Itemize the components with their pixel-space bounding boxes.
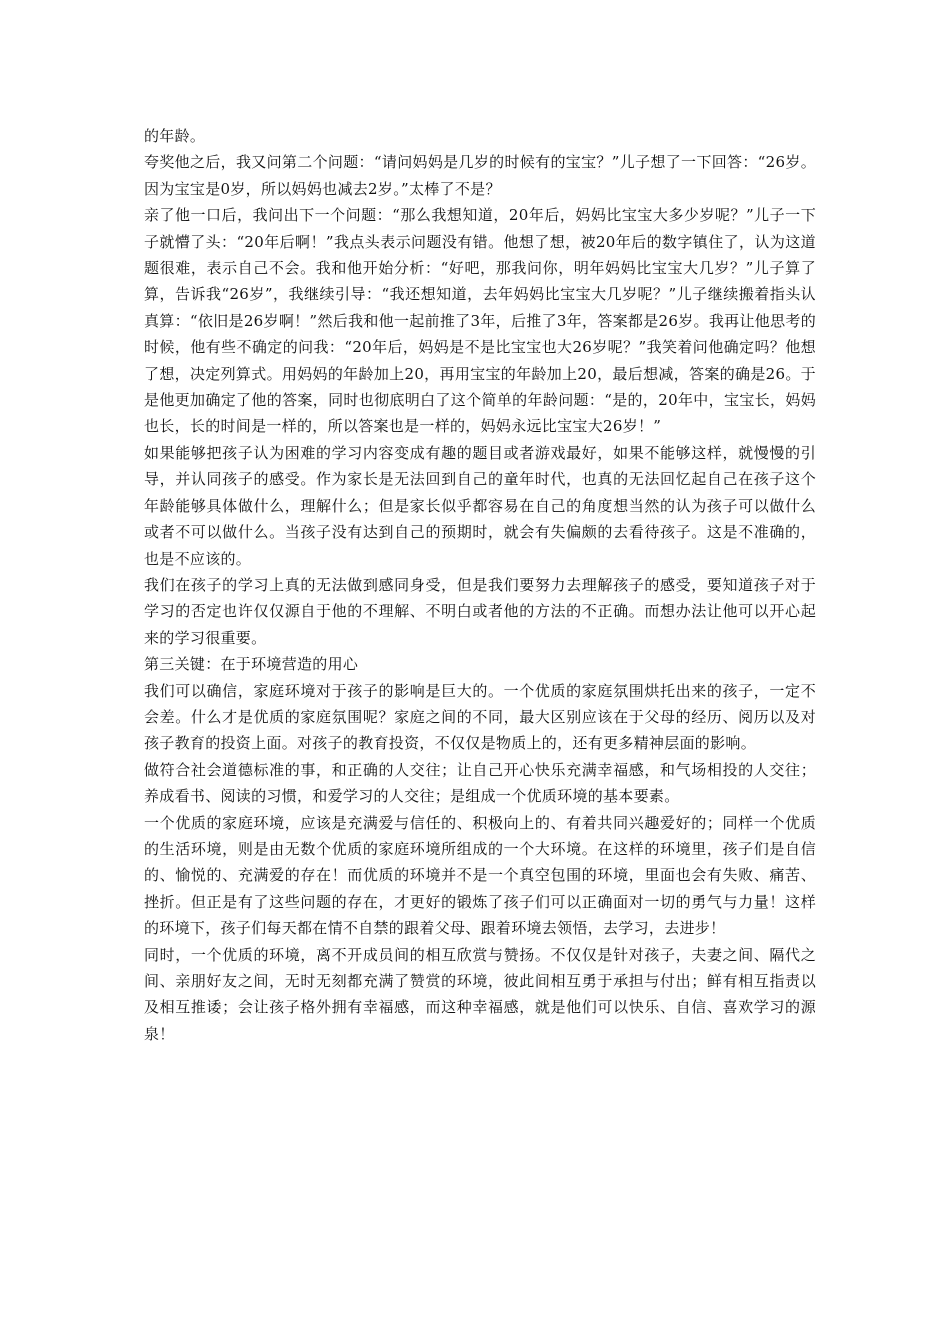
paragraph-understand-feelings: 我们在孩子的学习上真的无法做到感同身受，但是我们要努力去理解孩子的感受，要知道孩子对于学习的否定也许仅仅源自于他的不理解、不明白或者他的方法的不正确。而想办法让他可以开心起来的学习很重要。 (144, 575, 816, 647)
paragraph-twenty-years-question: 亲了他一口后，我问出下一个问题：“那么我想知道，20年后，妈妈比宝宝大多少岁呢？”儿子一下子就懵了头：“20年后啊！”我点头表示问题没有错。他想了想，被20年后的数字镇住了，认为这道题很难，表示自己不会。我和他开始分析：“好吧，那我问你，明年妈妈比宝宝大几岁？”儿子算了算，告诉我“26岁”，我继续引导：“我还想知道，去年妈妈比宝宝大几岁呢？”儿子继续搬着指头认真算：“依旧是26岁啊！”然后我和他一起前推了3年，后推了3年，答案都是26岁。我再让他思考的时候，他有些不确定的问我：“20年后，妈妈是不是比宝宝也大26岁呢？”我笑着问他确定吗？他想了想，决定列算式。用妈妈的年龄加上20，再用宝宝的年龄加上20，最后想减，答案的确是26。于是他更加确定了他的答案，同时也彻底明白了这个简单的年龄问题：“是的，20年中，宝宝长，妈妈也长，长的时间是一样的，所以答案也是一样的，妈妈永远比宝宝大26岁！” (144, 206, 816, 436)
paragraph-quality-environment: 一个优质的家庭环境，应该是充满爱与信任的、积极向上的、有着共同兴趣爱好的；同样一个优质的生活环境，则是由无数个优质的家庭环境所组成的一个大环境。在这样的环境里，孩子们是自信的、愉悦的、充满爱的存在！而优质的环境并不是一个真空包围的环境，里面也会有失败、痛苦、挫折。但正是有了这些问题的存在，才更好的锻炼了孩子们可以正确面对一切的勇气与力量！这样的环境下，孩子们每天都在情不自禁的跟着父母、跟着环境去领悟，去学习，去进步！ (144, 813, 816, 938)
document-body (144, 123, 816, 1047)
paragraph-mutual-appreciation: 同时，一个优质的环境，离不开成员间的相互欣赏与赞扬。不仅仅是针对孩子，夫妻之间、隔代之间、亲朋好友之间，无时无刻都充满了赞赏的环境，彼此间相互勇于承担与付出；鲜有相互指责以及相互推诿；会让孩子格外拥有幸福感，而这种幸福感，就是他们可以快乐、自信、喜欢学习的源泉！ (144, 945, 816, 1043)
paragraph-interesting-learning: 如果能够把孩子认为困难的学习内容变成有趣的题目或者游戏最好，如果不能够这样，就慢慢的引导，并认同孩子的感受。作为家长是无法回到自己的童年时代，也真的无法回忆起自己在孩子这个年龄能够具体做什么，理解什么；但是家长似乎都容易在自己的角度想当然的认为孩子可以做什么或者不可以做什么。当孩子没有达到自己的预期时，就会有失偏颇的去看待孩子。这是不准确的，也是不应该的。 (144, 443, 816, 568)
paragraph-family-environment: 我们可以确信，家庭环境对于孩子的影响是巨大的。一个优质的家庭氛围烘托出来的孩子，一定不会差。什么才是优质的家庭氛围呢？家庭之间的不同，最大区别应该在于父母的经历、阅历以及对孩子教育的投资上面。对孩子的教育投资，不仅仅是物质上的，还有更多精神层面的影响。 (144, 681, 816, 753)
paragraph-age-ending: 的年龄。 (144, 127, 206, 145)
paragraph-second-question: 夸奖他之后，我又问第二个问题：“请问妈妈是几岁的时候有的宝宝？”儿子想了一下回答：“26岁。因为宝宝是0岁，所以妈妈也减去2岁。”太棒了不是？ (144, 153, 816, 198)
section-heading-third-key: 第三关键：在于环境营造的用心 (144, 655, 359, 674)
paragraph-basic-elements: 做符合社会道德标准的事，和正确的人交往；让自己开心快乐充满幸福感，和气场相投的人交往；养成看书、阅读的习惯，和爱学习的人交往；是组成一个优质环境的基本要素。 (144, 760, 816, 806)
